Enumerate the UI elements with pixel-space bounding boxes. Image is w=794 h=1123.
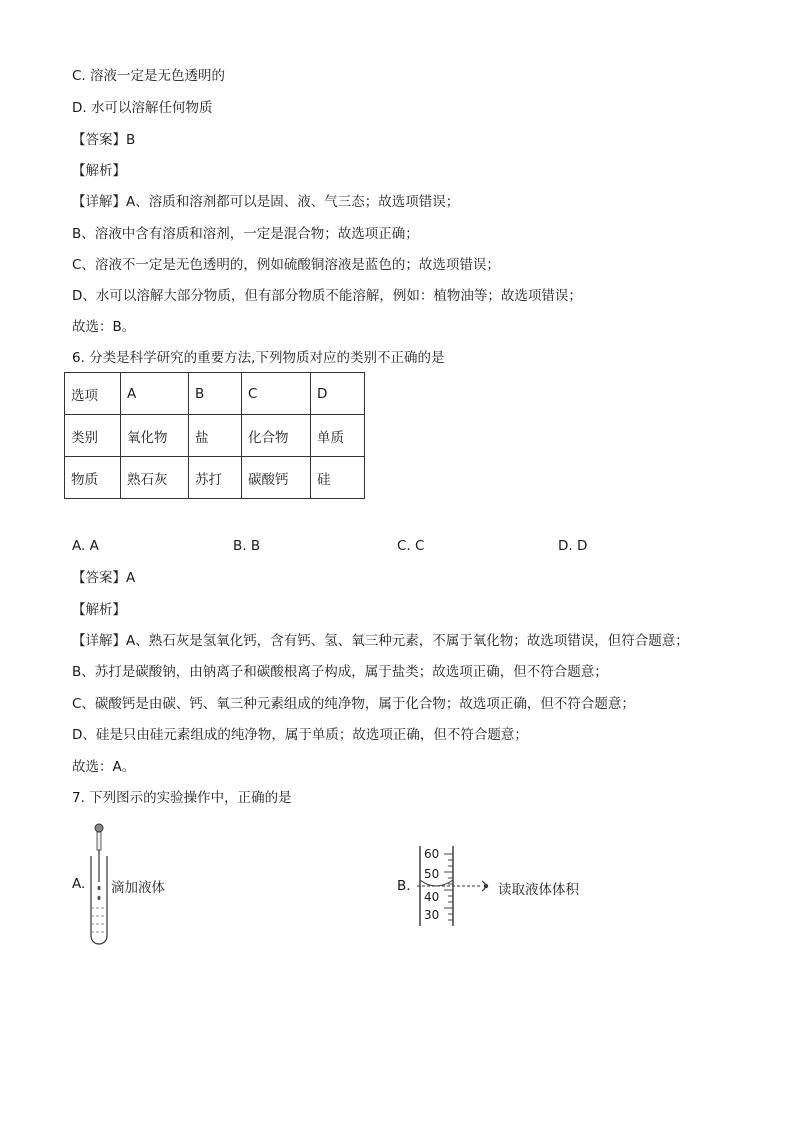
table-row — [65, 457, 365, 499]
table-cell: 苏打 — [189, 457, 242, 499]
detail2-line-c: C、碳酸钙是由碳、钙、氧三种元素组成的纯净物，属于化合物；故选项正确，但不符合题意； — [72, 696, 635, 712]
answer-label: 【答案】B — [72, 132, 136, 148]
table-cell: D — [311, 373, 365, 415]
detail-line-c: C、溶液不一定是无色透明的，例如硫酸铜溶液是蓝色的；故选项错误； — [72, 257, 500, 273]
cylinder-tick-50: 50 — [424, 867, 440, 881]
table-cell: 单质 — [311, 415, 365, 457]
detail-line-a: 【详解】A、溶质和溶剂都可以是固、液、气三态；故选项错误； — [72, 194, 460, 210]
detail2-line-a: 【详解】A、熟石灰是氢氧化钙，含有钙、氢、氧三种元素，不属于氧化物；故选项错误，但符合题意； — [72, 633, 689, 649]
q7-b-letter: B. — [397, 878, 411, 894]
classification-table — [64, 372, 365, 499]
cylinder-tick-60: 60 — [424, 847, 440, 861]
table-cell: 氧化物 — [121, 415, 189, 457]
conclusion-line-2: 故选：A。 — [72, 759, 136, 775]
q7-a-letter: A. — [72, 876, 86, 892]
cylinder-tick-30: 30 — [424, 908, 440, 922]
q6-option-a: A. A — [72, 538, 99, 554]
table-cell: 化合物 — [242, 415, 311, 457]
table-row — [65, 415, 365, 457]
table-row — [65, 373, 365, 415]
question-7-stem: 7. 下列图示的实验操作中，正确的是 — [72, 790, 292, 806]
conclusion-line: 故选：B。 — [72, 319, 136, 335]
analysis-label-2: 【解析】 — [72, 602, 126, 618]
detail-line-d: D、水可以溶解大部分物质，但有部分物质不能溶解，例如：植物油等；故选项错误； — [72, 288, 582, 304]
option-d-text: D. 水可以溶解任何物质 — [72, 100, 213, 116]
table-cell: 物质 — [65, 457, 121, 499]
table-cell: 选项 — [65, 373, 121, 415]
table-cell: 盐 — [189, 415, 242, 457]
table-cell: B — [189, 373, 242, 415]
cylinder-tick-40: 40 — [424, 890, 440, 904]
q6-option-d: D. D — [558, 538, 588, 554]
table-cell: C — [242, 373, 311, 415]
q7-a-label: 滴加液体 — [111, 880, 165, 896]
question-6-stem: 6. 分类是科学研究的重要方法,下列物质对应的类别不正确的是 — [72, 350, 445, 366]
option-c-text: C. 溶液一定是无色透明的 — [72, 68, 226, 84]
table-cell: 硅 — [311, 457, 365, 499]
detail2-line-d: D、硅是只由硅元素组成的纯净物，属于单质；故选项正确，但不符合题意； — [72, 727, 528, 743]
q7-b-label: 读取液体体积 — [498, 882, 579, 898]
table-cell: 碳酸钙 — [242, 457, 311, 499]
detail2-line-b: B、苏打是碳酸钠，由钠离子和碳酸根离子构成，属于盐类；故选项正确，但不符合题意； — [72, 664, 608, 680]
analysis-label: 【解析】 — [72, 163, 126, 179]
table-cell: 类别 — [65, 415, 121, 457]
table-cell: A — [121, 373, 189, 415]
detail-line-b: B、溶液中含有溶质和溶剂，一定是混合物；故选项正确； — [72, 226, 419, 242]
q6-option-b: B. B — [233, 538, 261, 554]
table-cell: 熟石灰 — [121, 457, 189, 499]
answer-label-2: 【答案】A — [72, 570, 136, 586]
q6-option-c: C. C — [397, 538, 425, 554]
